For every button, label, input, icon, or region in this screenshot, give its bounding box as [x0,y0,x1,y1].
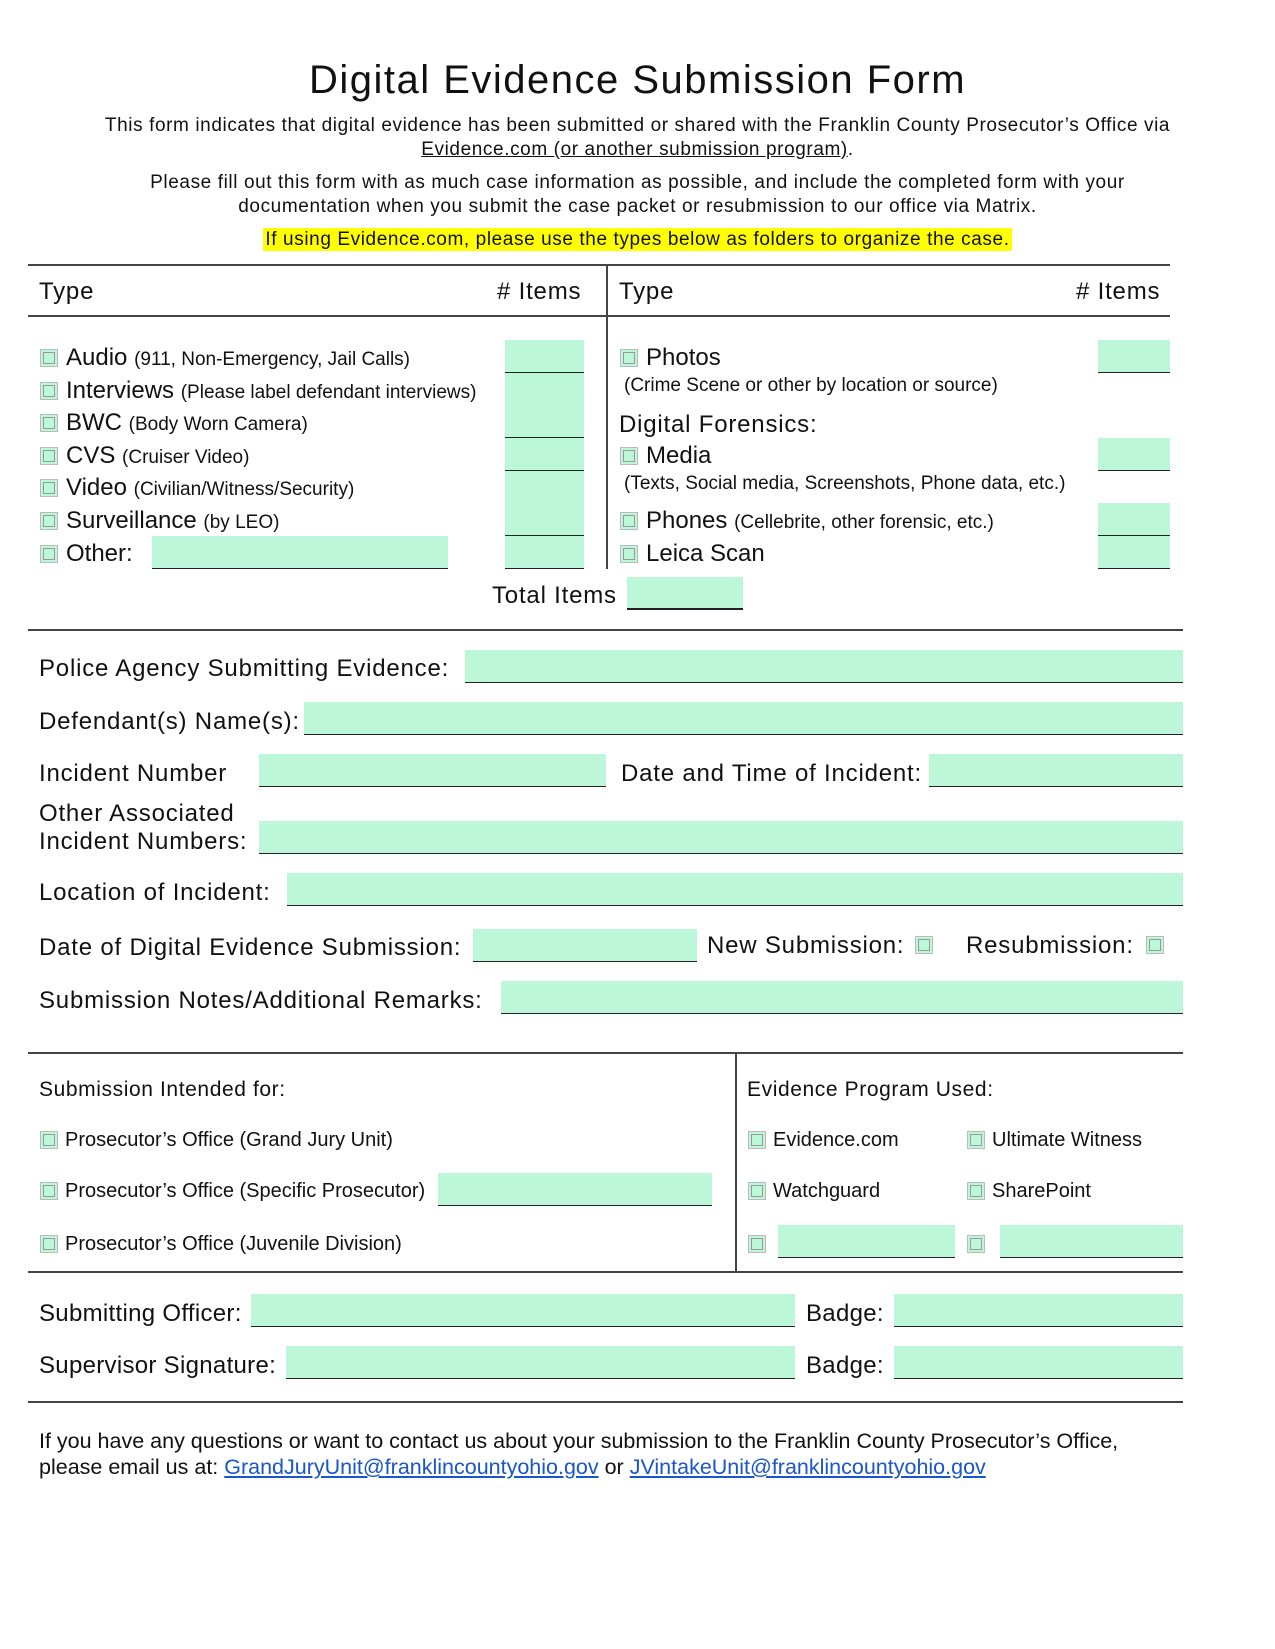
specific-prosecutor-checkbox[interactable] [40,1182,58,1200]
form-title: Digital Evidence Submission Form [308,58,967,102]
footer-text [39,1428,1118,1480]
jv-intake-email-link[interactable]: JVintakeUnit@franklincountyohio.gov [629,1455,986,1479]
new-submission-checkbox[interactable] [915,936,933,954]
grand-jury-label: Prosecutor’s Office (Grand Jury Unit) [65,1129,393,1151]
other-program-field-2[interactable] [1000,1225,1183,1258]
incident-datetime-label: Date and Time of Incident: [621,760,922,787]
specific-prosecutor-field[interactable] [438,1173,712,1206]
col-header-items-right: # Items [1076,278,1161,305]
other-type-field[interactable] [152,536,448,569]
submission-date-field[interactable] [473,929,697,962]
specific-prosecutor-label: Prosecutor’s Office (Specific Prosecutor) [65,1180,426,1202]
intro-line-1: This form indicates that digital evidence has been submitted or shared with the Franklin County Prosecutor’s Office via [104,115,1171,136]
grand-jury-email-link[interactable]: GrandJuryUnit@franklincountyohio.gov [224,1455,599,1479]
sharepoint-checkbox[interactable] [967,1182,985,1200]
other-program-field-1[interactable] [778,1225,955,1258]
supervisor-badge-label: Badge: [806,1352,884,1379]
officer-badge-field[interactable] [894,1294,1183,1327]
other-label: Other: [66,540,133,567]
divider [28,1271,1183,1273]
col-header-items-left: # Items [497,278,582,305]
photos-count-field[interactable] [1098,340,1170,373]
ultimate-witness-label: Ultimate Witness [992,1129,1143,1151]
phones-label: Phones (Cellebrite, other forensic, etc.) [646,507,994,534]
photos-note: (Crime Scene or other by location or source) [624,375,998,396]
other-numbers-field[interactable] [259,821,1183,854]
location-field[interactable] [287,873,1183,906]
agency-label: Police Agency Submitting Evidence: [39,655,450,682]
instructions-line-1: Please fill out this form with as much case information as possible, and include the completed form with your [150,172,1125,193]
highlight-wrap [0,229,1275,251]
leica-checkbox[interactable] [620,545,638,563]
leica-count-field[interactable] [1098,536,1170,569]
media-count-field[interactable] [1098,438,1170,471]
incident-number-label: Incident Number [39,760,228,787]
sharepoint-label: SharePoint [992,1180,1091,1202]
other-numbers-label-line2: Incident Numbers: [39,828,248,855]
bwc-label: BWC (Body Worn Camera) [66,409,308,436]
intro-line-2 [0,139,1275,161]
media-checkbox[interactable] [620,447,638,465]
surveillance-label: Surveillance (by LEO) [66,507,280,534]
other-checkbox[interactable] [40,545,58,563]
incident-datetime-field[interactable] [929,754,1183,787]
incident-number-field[interactable] [259,754,606,787]
intro-text [0,115,1275,161]
officer-label: Submitting Officer: [39,1300,242,1327]
footer-line-1: If you have any questions or want to contact us about your submission to the Franklin County Prosecutor’s Office, [39,1429,1119,1453]
media-note: (Texts, Social media, Screenshots, Phone data, etc.) [624,473,1066,494]
program-heading: Evidence Program Used: [747,1078,994,1101]
media-label: Media [646,442,712,469]
interviews-count-field[interactable] [505,373,584,406]
instructions-line-2: documentation when you submit the case packet or resubmission to our office via Matrix. [238,196,1037,217]
bwc-count-field[interactable] [505,405,584,438]
column-divider [735,1053,737,1273]
divider [28,315,1170,317]
video-label: Video (Civilian/Witness/Security) [66,474,355,501]
footer-line-2 [39,1454,1118,1480]
resubmission-checkbox[interactable] [1146,936,1164,954]
other-numbers-label-line1: Other Associated [39,800,235,827]
divider [28,1401,1183,1403]
photos-label: Photos [646,344,721,371]
footer-or: or [598,1455,630,1479]
resubmission-label: Resubmission: [966,932,1134,959]
col-header-type-right: Type [619,278,675,305]
other-program-checkbox-2[interactable] [967,1235,985,1253]
submission-date-label: Date of Digital Evidence Submission: [39,934,462,961]
juvenile-checkbox[interactable] [40,1235,58,1253]
new-submission-label: New Submission: [707,932,905,959]
surveillance-count-field[interactable] [505,503,584,536]
highlight-note: If using Evidence.com, please use the types below as folders to organize the case. [265,229,1010,250]
surveillance-checkbox[interactable] [40,512,58,530]
defendant-field[interactable] [304,702,1183,735]
supervisor-label: Supervisor Signature: [39,1352,277,1379]
column-divider [606,265,608,569]
video-checkbox[interactable] [40,479,58,497]
watchguard-checkbox[interactable] [748,1182,766,1200]
intro-period: . [847,139,854,160]
cvs-checkbox[interactable] [40,447,58,465]
divider [28,629,1183,631]
footer-line-2-prefix: please email us at: [39,1455,225,1479]
audio-checkbox[interactable] [40,349,58,367]
total-items-field[interactable] [627,577,743,610]
supervisor-field[interactable] [286,1346,795,1379]
grand-jury-checkbox[interactable] [40,1131,58,1149]
phones-count-field[interactable] [1098,503,1170,536]
agency-field[interactable] [465,650,1183,683]
notes-label: Submission Notes/Additional Remarks: [39,987,483,1014]
intended-heading: Submission Intended for: [39,1078,286,1101]
officer-field[interactable] [251,1294,795,1327]
audio-count-field[interactable] [505,340,584,373]
bwc-checkbox[interactable] [40,414,58,432]
phones-checkbox[interactable] [620,512,638,530]
evidence-com-label: Evidence.com [773,1129,899,1151]
instructions-text [0,172,1275,218]
notes-field[interactable] [501,981,1183,1014]
cvs-count-field[interactable] [505,438,584,471]
intro-link[interactable]: Evidence.com (or another submission program) [421,139,848,160]
supervisor-badge-field[interactable] [894,1346,1183,1379]
interviews-checkbox[interactable] [40,382,58,400]
ultimate-witness-checkbox[interactable] [967,1131,985,1149]
watchguard-label: Watchguard [773,1180,881,1202]
juvenile-label: Prosecutor’s Office (Juvenile Division) [65,1233,402,1255]
total-items-label: Total Items [492,582,617,609]
other-numbers-label [39,800,247,856]
officer-badge-label: Badge: [806,1300,884,1327]
divider [28,1052,1183,1054]
location-label: Location of Incident: [39,879,271,906]
divider [28,264,1170,266]
audio-label: Audio (911, Non-Emergency, Jail Calls) [66,344,411,371]
other-count-field[interactable] [505,536,584,569]
other-program-checkbox-1[interactable] [748,1235,766,1253]
evidence-com-checkbox[interactable] [748,1131,766,1149]
photos-checkbox[interactable] [620,349,638,367]
video-count-field[interactable] [505,471,584,504]
leica-label: Leica Scan [646,540,765,567]
digital-forensics-heading: Digital Forensics: [619,411,818,438]
defendant-label: Defendant(s) Name(s): [39,708,300,735]
interviews-label: Interviews (Please label defendant interviews) [66,377,477,404]
cvs-label: CVS (Cruiser Video) [66,442,250,469]
col-header-type-left: Type [39,278,95,305]
